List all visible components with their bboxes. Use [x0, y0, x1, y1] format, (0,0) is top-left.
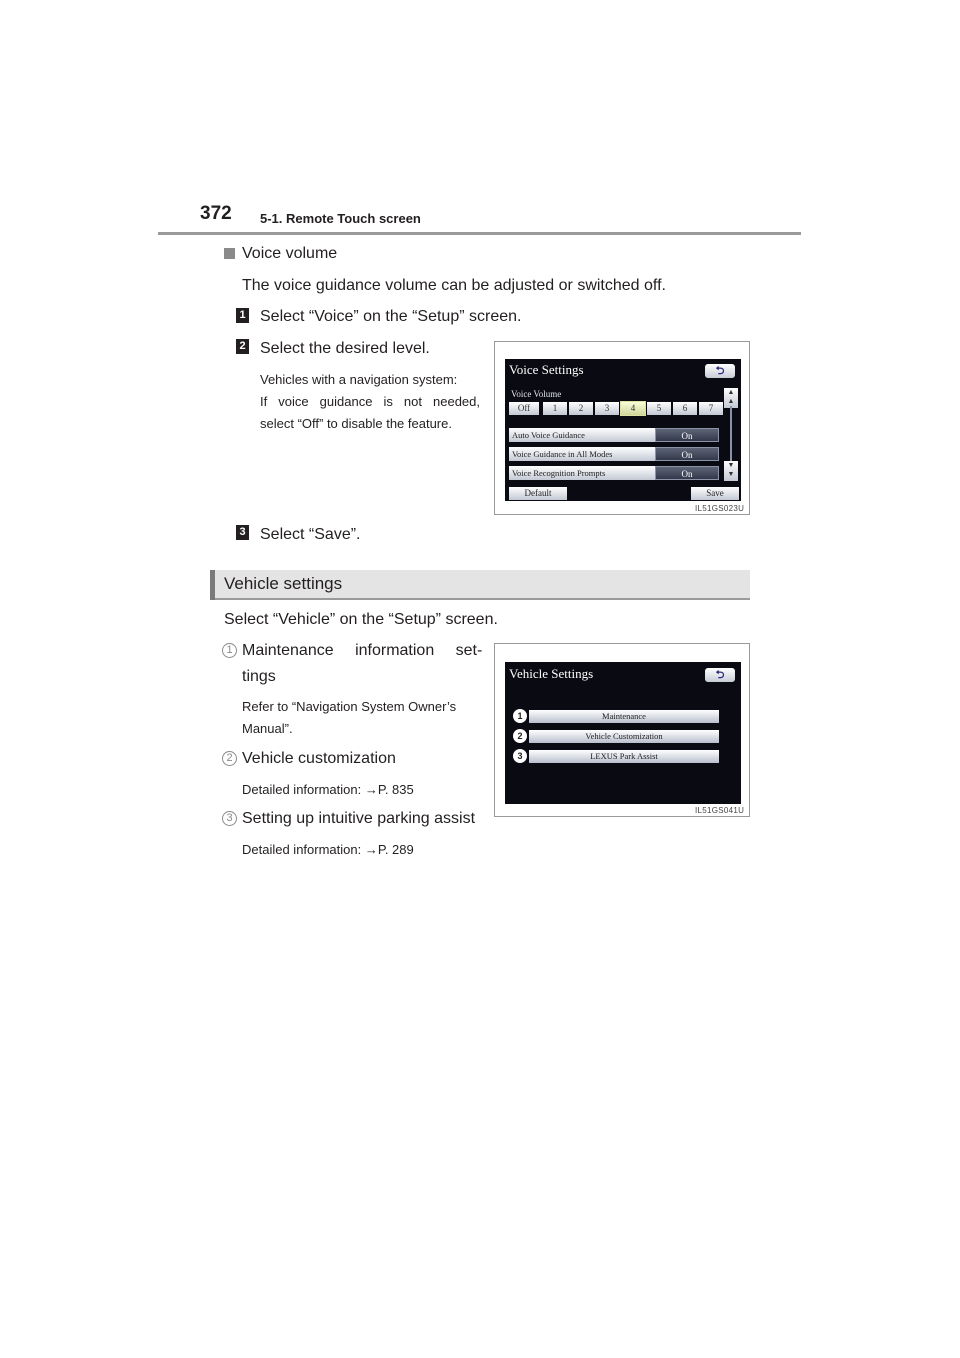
item-3-title: Setting up intuitive parking assist — [242, 810, 476, 827]
volume-button-7[interactable]: 7 — [699, 402, 723, 415]
section-bar-accent — [210, 570, 215, 600]
volume-button-3[interactable]: 3 — [595, 402, 619, 415]
volume-button-1[interactable]: 1 — [543, 402, 567, 415]
item-1-title-text: Maintenance information set- — [242, 642, 483, 659]
step-1-badge: 1 — [236, 308, 249, 323]
item-2-number: 2 — [222, 751, 237, 766]
item-1-detail-line2: Manual”. — [242, 721, 293, 736]
lexus-park-assist-button[interactable]: LEXUS Park Assist — [529, 750, 719, 763]
row-label-auto-voice-guidance[interactable]: Auto Voice Guidance — [509, 428, 655, 442]
back-arrow-icon[interactable]: ⮌ — [705, 364, 735, 378]
voice-settings-figure — [494, 341, 750, 515]
back-arrow-icon[interactable]: ⮌ — [705, 668, 735, 682]
volume-button-4[interactable]: 4 — [621, 402, 645, 415]
vehicle-item-3-number: 3 — [513, 749, 527, 763]
vehicle-settings-figure — [494, 643, 750, 817]
voice-volume-heading: Voice volume — [242, 245, 338, 262]
vehicle-settings-section-bar — [210, 570, 750, 600]
step-1-text: Select “Voice” on the “Setup” screen. — [260, 308, 522, 325]
note-line-2: If voice guidance is not needed, select “Off” to disable the feature. — [260, 394, 480, 432]
vehicle-item-2-number: 2 — [513, 729, 527, 743]
vehicle-settings-screen — [505, 662, 741, 804]
vehicle-settings-intro: Select “Vehicle” on the “Setup” screen. — [224, 611, 498, 628]
scroll-down-icon[interactable]: ▼ ▼ — [724, 461, 738, 481]
item-1-title-line2: tings — [242, 668, 276, 685]
note-line-1: Vehicles with a navigation system: — [260, 372, 458, 387]
item-3-number: 3 — [222, 811, 237, 826]
image-code: IL51GS023U — [695, 504, 745, 513]
row-label-voice-recognition-prompts[interactable]: Voice Recognition Prompts — [509, 466, 655, 480]
row-value-auto-voice-guidance[interactable]: On — [655, 428, 719, 442]
default-button[interactable]: Default — [509, 487, 567, 500]
volume-button-5[interactable]: 5 — [647, 402, 671, 415]
volume-button-6[interactable]: 6 — [673, 402, 697, 415]
image-code: IL51GS041U — [695, 806, 745, 815]
item-1-detail-line1: Refer to “Navigation System Owner’s — [242, 699, 457, 714]
row-value-voice-recognition-prompts[interactable]: On — [655, 466, 719, 480]
maintenance-button[interactable]: Maintenance — [529, 710, 719, 723]
header-rule — [158, 232, 801, 235]
section-header: 5-1. Remote Touch screen — [260, 211, 421, 226]
vehicle-customization-button[interactable]: Vehicle Customization — [529, 730, 719, 743]
voice-settings-title: Voice Settings — [509, 362, 584, 377]
volume-button-2[interactable]: 2 — [569, 402, 593, 415]
item-1-number: 1 — [222, 643, 237, 658]
volume-button-off[interactable]: Off — [509, 402, 539, 415]
step-2-text: Select the desired level. — [260, 340, 430, 357]
voice-volume-intro: The voice guidance volume can be adjusted or switched off. — [242, 277, 666, 294]
item-1-title-line1 — [242, 641, 483, 660]
vehicle-settings-screen-title: Vehicle Settings — [509, 666, 594, 681]
step-3-text: Select “Save”. — [260, 526, 361, 543]
step-2-badge: 2 — [236, 339, 249, 354]
scroll-track[interactable] — [730, 406, 732, 461]
item-2-title: Vehicle customization — [242, 750, 396, 767]
item-3-detail: Detailed information: →P. 289 — [242, 842, 414, 857]
item-2-detail: Detailed information: →P. 835 — [242, 782, 414, 797]
step-3-badge: 3 — [236, 525, 249, 540]
save-button[interactable]: Save — [691, 487, 739, 500]
bullet-square-icon — [224, 248, 235, 259]
vehicle-settings-title: Vehicle settings — [224, 574, 343, 593]
row-label-voice-guidance-all-modes[interactable]: Voice Guidance in All Modes — [509, 447, 655, 461]
voice-volume-label: Voice Volume — [511, 389, 562, 399]
row-value-voice-guidance-all-modes[interactable]: On — [655, 447, 719, 461]
page-number: 372 — [200, 203, 232, 224]
scroll-up-icon[interactable]: ▲ ▲ — [724, 388, 738, 408]
vehicle-item-1-number: 1 — [513, 709, 527, 723]
